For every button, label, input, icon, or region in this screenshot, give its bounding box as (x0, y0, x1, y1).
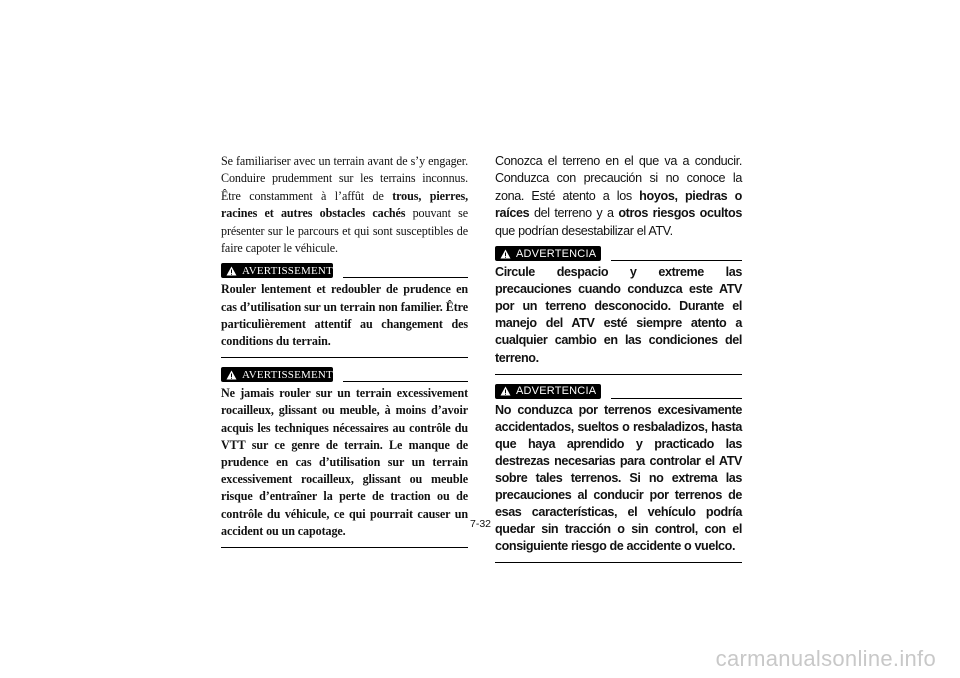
watermark-text: carmanualsonline.info (715, 646, 936, 671)
french-warning-badge-2: AVERTISSEMENT (221, 367, 333, 382)
warning-triangle-icon (226, 266, 237, 276)
french-warning-text-1: Rouler lentement et redoubler de prudence en cas d’utilisation sur un terrain non familier. Être particulièrement attentif au changement des conditions du terrain. (221, 282, 468, 349)
french-intro-emphasis: trous, pierres, racines et autres obstacles cachés (221, 188, 468, 221)
spanish-intro-emphasis-2: otros riesgos ocultos (618, 206, 742, 221)
spanish-intro-emphasis-1: hoyos, piedras o raíces (495, 188, 742, 221)
spanish-intro-paragraph: Conozca el terreno en el que va a conducir. Conduzca con precaución si no conoce la zona. Esté atento a los hoyos, piedras o raíces del terreno y a otros riesgos ocultos que podrían desestabilizar el ATV. (495, 154, 742, 238)
spanish-warning-divider-1 (495, 374, 742, 375)
warning-triangle-icon (226, 370, 237, 380)
french-warning-header-1 (221, 263, 468, 278)
french-column (221, 153, 468, 548)
spanish-warning-text-2: No conduzca por terrenos excesivamente accidentados, sueltos o resbaladizos, hasta que haya aprendido y practicado las destrezas necesarias para controlar el ATV sobre tales terrenos. Si no extrema las precauciones al conducir por terrenos de esas características, el vehículo podría quedar sin tracción o sin control, con el consiguiente riesgo de accidente o vuelco. (495, 402, 742, 554)
french-warning-divider-1 (221, 357, 468, 358)
french-warning-divider-2 (221, 547, 468, 548)
page-number: 7-32 (470, 518, 492, 530)
spanish-warning-divider-2 (495, 562, 742, 563)
spanish-warning-header-1 (495, 246, 742, 261)
spanish-warning-text-1: Circule despacio y extreme las precauciones cuando conduzca este ATV por un terreno desconocido. Durante el manejo del ATV esté siempre atento a cualquier cambio en las condiciones del terreno. (495, 265, 742, 365)
french-warning-badge-1: AVERTISSEMENT (221, 263, 333, 278)
spanish-warning-badge-2: ADVERTENCIA (495, 384, 601, 399)
spanish-column (495, 153, 742, 563)
french-warning-text-2: Ne jamais rouler sur un terrain excessivement rocailleux, glissant ou meuble, à moins d’avoir acquis les techniques nécessaires au contrôle du VTT sur ce genre de terrain. Le manque de prudence en cas d’utilisation sur un terrain excessivement rocailleux, glissant ou meuble risque d’entraîner la perte de traction ou de contrôle du véhicule, ce qui pourrait causer un accident ou un capotage. (221, 386, 468, 538)
french-warning-header-2 (221, 367, 468, 382)
warning-triangle-icon (500, 249, 511, 259)
spanish-warning-header-2 (495, 384, 742, 399)
warning-triangle-icon (500, 386, 511, 396)
spanish-warning-badge-1: ADVERTENCIA (495, 246, 601, 261)
french-intro-paragraph: Se familiariser avec un terrain avant de s’y engager. Conduire prudemment sur les terrains inconnus. Être constamment à l’affût de trous, pierres, racines et autres obstacles cachés pouvant se présenter sur le parcours et qui sont susceptibles de faire capoter le véhicule. (221, 154, 468, 256)
